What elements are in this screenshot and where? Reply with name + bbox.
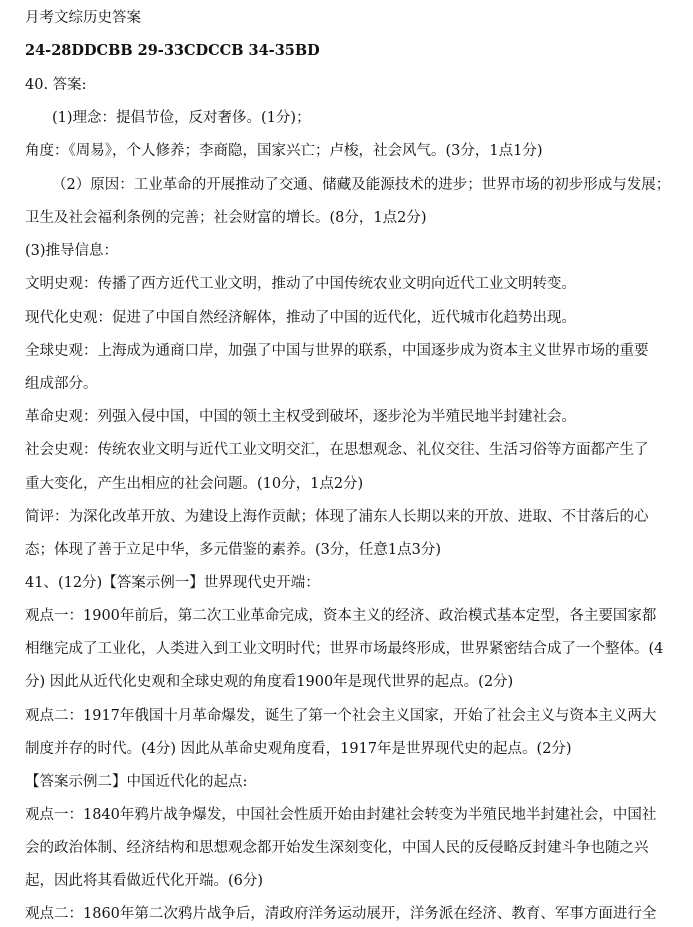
- q40-part3-modernization-view: 现代化史观：促进了中国自然经济解体，推动了中国的近代化，近代城市化趋势出现。: [25, 310, 576, 326]
- q40-part3-civilization-view: 文明史观：传播了西方近代工业文明，推动了中国传统农业文明向近代工业文明转变。: [25, 276, 576, 292]
- q41-example2-view1-line1: 观点一：1840年鸦片战争爆发，中国社会性质开始由封建社会转变为半殖民地半封建社会，中国社: [25, 807, 657, 823]
- q40-part2-reason-line2: 卫生及社会福利条例的完善；社会财富的增长。(8分，1点2分): [25, 210, 427, 226]
- q40-part1-concept: (1)理念：提倡节俭，反对奢侈。(1分)；: [52, 110, 311, 126]
- q41-example1-view1-line2: 相继完成了工业化，人类进入到工业文明时代；世界市场最终形成，世界紧密结合成了一个整体。(4: [25, 641, 664, 657]
- q41-example1-view2-line2: 制度并存的时代。(4分) 因此从革命史观角度看，1917年是世界现代史的起点。(2分): [25, 741, 572, 757]
- q41-example1-view1-line3: 分) 因此从近代化史观和全球史观的角度看1900年是现代世界的起点。(2分): [25, 674, 514, 690]
- q41-header: 41、(12分)【答案示例一】世界现代史开端：: [25, 575, 320, 591]
- q40-part1-angle: 角度：《周易》，个人修养；李商隐，国家兴亡；卢梭，社会风气。(3分，1点1分): [25, 143, 543, 159]
- doc-title: 月考文综历史答案: [25, 10, 141, 26]
- q41-example2-view2-line1: 观点二：1860年第二次鸦片战争后，清政府洋务运动展开，洋务派在经济、教育、军事方面进行全: [25, 906, 657, 922]
- q40-header: 40. 答案:: [25, 77, 87, 93]
- q40-part3-social-view-line1: 社会史观：传统农业文明与近代工业文明交汇，在思想观念、礼仪交往、生活习俗等方面都产生了: [25, 442, 649, 458]
- q40-part3-social-view-line2: 重大变化，产生出相应的社会问题。(10分，1点2分): [25, 476, 364, 492]
- q41-example1-view1-line1: 观点一：1900年前后，第二次工业革命完成，资本主义的经济、政治模式基本定型，各主要国家都: [25, 608, 657, 624]
- q40-part3-revolution-view: 革命史观：列强入侵中国，中国的领土主权受到破坏，逐步沦为半殖民地半封建社会。: [25, 409, 576, 425]
- q41-example1-view2-line1: 观点二：1917年俄国十月革命爆发，诞生了第一个社会主义国家，开始了社会主义与资本主义两大: [25, 708, 657, 724]
- q40-comment-line1: 简评：为深化改革开放、为建设上海作贡献；体现了浦东人长期以来的开放、进取、不甘落后的心: [25, 509, 649, 525]
- q40-part3-header: (3)推导信息：: [25, 243, 119, 259]
- q40-part2-reason-line1: （2）原因：工业革命的开展推动了交通、储藏及能源技术的进步；世界市场的初步形成与发展；: [52, 177, 671, 193]
- multiple-choice-answers: 24-28DDCBB 29-33CDCCB 34-35BD: [25, 42, 320, 59]
- q41-example2-header: 【答案示例二】中国近代化的起点:: [25, 774, 248, 790]
- q40-part3-global-view-line1: 全球史观：上海成为通商口岸，加强了中国与世界的联系，中国逐步成为资本主义世界市场的重要: [25, 343, 649, 359]
- q41-example2-view1-line2: 会的政治体制、经济结构和思想观念都开始发生深刻变化，中国人民的反侵略反封建斗争也随之兴: [25, 840, 649, 856]
- q40-part3-global-view-line2: 组成部分。: [25, 376, 98, 392]
- q41-example2-view1-line3: 起，因此将其看做近代化开端。(6分): [25, 873, 264, 889]
- q40-comment-line2: 态；体现了善于立足中华，多元借鉴的素养。(3分，任意1点3分): [25, 542, 441, 558]
